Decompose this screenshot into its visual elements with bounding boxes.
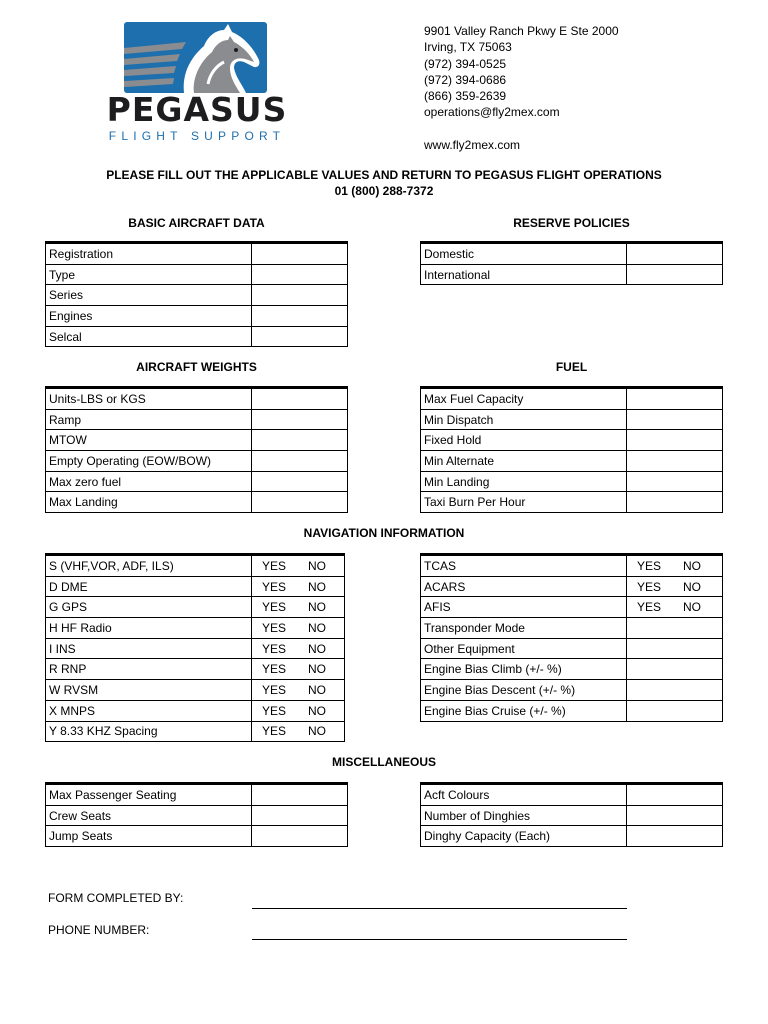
no-option[interactable]: NO <box>308 579 326 594</box>
field-value-input[interactable] <box>252 492 348 513</box>
field-value-input[interactable] <box>252 805 348 826</box>
no-option[interactable]: NO <box>683 600 701 615</box>
yes-no-choice[interactable] <box>252 555 345 577</box>
field-value-input[interactable] <box>627 680 723 701</box>
field-label: Max Passenger Seating <box>46 784 252 806</box>
fuel-table <box>420 386 723 513</box>
field-value-input[interactable] <box>627 451 723 472</box>
field-label: Units-LBS or KGS <box>46 388 252 410</box>
field-label: Y 8.33 KHZ Spacing <box>46 721 252 742</box>
form-row <box>421 659 723 680</box>
field-label: H HF Radio <box>46 618 252 639</box>
form-row <box>46 618 345 639</box>
yes-no-choice[interactable] <box>627 576 723 597</box>
instruction-phone: 01 (800) 288-7372 <box>334 184 434 198</box>
field-label: Jump Seats <box>46 826 252 847</box>
yes-no-choice[interactable] <box>627 555 723 577</box>
field-value-input[interactable] <box>627 409 723 430</box>
field-label: Min Dispatch <box>421 409 627 430</box>
field-label: Engine Bias Cruise (+/- %) <box>421 700 627 721</box>
yes-option[interactable]: YES <box>262 558 287 573</box>
field-value-input[interactable] <box>627 784 723 806</box>
phone-number: (972) 394-0525 <box>424 56 507 71</box>
field-value-input[interactable] <box>252 243 348 265</box>
no-option[interactable]: NO <box>683 579 701 594</box>
phone-number-label: PHONE NUMBER: <box>48 923 150 937</box>
yes-option[interactable]: YES <box>262 600 287 615</box>
form-row <box>421 680 723 701</box>
email-link[interactable]: operations@fly2mex.com <box>424 105 560 120</box>
field-value-input[interactable] <box>627 243 723 265</box>
no-option[interactable]: NO <box>308 620 326 635</box>
phone-number-line[interactable] <box>252 939 627 940</box>
yes-option[interactable]: YES <box>262 662 287 677</box>
yes-no-choice[interactable] <box>252 659 345 680</box>
field-label: Type <box>46 264 252 285</box>
field-value-input[interactable] <box>627 388 723 410</box>
aircraft-weights-table <box>45 386 348 513</box>
field-label: Selcal <box>46 326 252 347</box>
yes-no-choice[interactable] <box>252 680 345 701</box>
field-label: Dinghy Capacity (Each) <box>421 826 627 847</box>
field-label: Empty Operating (EOW/BOW) <box>46 451 252 472</box>
form-row <box>46 597 345 618</box>
form-row <box>421 576 723 597</box>
field-value-input[interactable] <box>627 471 723 492</box>
field-label: Ramp <box>46 409 252 430</box>
phone-number: (972) 394-0686 <box>424 72 507 87</box>
form-row <box>46 430 348 451</box>
field-value-input[interactable] <box>627 659 723 680</box>
no-option[interactable]: NO <box>308 724 326 739</box>
misc-seating-table <box>45 782 348 847</box>
form-row <box>46 680 345 701</box>
form-row <box>421 555 723 577</box>
yes-option[interactable]: YES <box>262 579 287 594</box>
navigation-systems-table <box>420 553 723 722</box>
field-label: Engine Bias Climb (+/- %) <box>421 659 627 680</box>
field-label: R RNP <box>46 659 252 680</box>
form-completed-by-label: FORM COMPLETED BY: <box>48 891 184 905</box>
field-value-input[interactable] <box>627 492 723 513</box>
field-label: Min Landing <box>421 471 627 492</box>
yes-option[interactable]: YES <box>637 558 662 573</box>
form-row <box>46 471 348 492</box>
field-label: Series <box>46 285 252 306</box>
section-title-fuel: FUEL <box>555 360 588 374</box>
form-row <box>46 555 345 577</box>
logo-tagline: FLIGHT SUPPORT <box>108 129 286 143</box>
field-label: Number of Dinghies <box>421 805 627 826</box>
field-value-input[interactable] <box>252 451 348 472</box>
form-row <box>421 784 723 806</box>
field-label: Other Equipment <box>421 638 627 659</box>
logo-wordmark: PEGASUS <box>106 90 288 129</box>
instruction-text: PLEASE FILL OUT THE APPLICABLE VALUES AND RETURN TO PEGASUS FLIGHT OPERATIONS <box>106 168 662 182</box>
no-option[interactable]: NO <box>308 558 326 573</box>
field-label: Taxi Burn Per Hour <box>421 492 627 513</box>
yes-option[interactable]: YES <box>637 600 662 615</box>
yes-no-choice[interactable] <box>252 700 345 721</box>
section-title-basic-aircraft-data: BASIC AIRCRAFT DATA <box>128 216 265 230</box>
form-row <box>421 430 723 451</box>
field-value-input[interactable] <box>627 826 723 847</box>
address-street: 9901 Valley Ranch Pkwy E Ste 2000 <box>424 24 619 38</box>
yes-no-choice[interactable] <box>627 597 723 618</box>
form-row <box>46 721 345 742</box>
form-row <box>46 638 345 659</box>
field-label: X MNPS <box>46 700 252 721</box>
form-row <box>46 826 348 847</box>
form-row <box>46 805 348 826</box>
reserve-policies-table <box>420 241 723 285</box>
form-instruction <box>0 167 768 199</box>
no-option[interactable]: NO <box>308 641 326 656</box>
field-label: Engines <box>46 306 252 327</box>
website-link[interactable]: www.fly2mex.com <box>424 137 521 152</box>
form-row <box>46 243 348 265</box>
form-row <box>421 409 723 430</box>
form-row <box>46 306 348 327</box>
field-label: D DME <box>46 576 252 597</box>
no-option[interactable]: NO <box>308 703 326 718</box>
yes-option[interactable]: YES <box>262 724 287 739</box>
field-label: Domestic <box>421 243 627 265</box>
field-value-input[interactable] <box>627 805 723 826</box>
field-value-input[interactable] <box>252 784 348 806</box>
form-row <box>46 326 348 347</box>
pegasus-logo <box>96 20 298 150</box>
no-option[interactable]: NO <box>683 558 701 573</box>
yes-no-choice[interactable] <box>252 618 345 639</box>
yes-option[interactable]: YES <box>262 703 287 718</box>
field-value-input[interactable] <box>627 430 723 451</box>
section-title-reserve-policies: RESERVE POLICIES <box>513 216 630 230</box>
field-label: MTOW <box>46 430 252 451</box>
field-label: Fixed Hold <box>421 430 627 451</box>
form-row <box>421 700 723 721</box>
yes-option[interactable]: YES <box>262 682 287 697</box>
phone-number: (866) 359-2639 <box>424 89 507 104</box>
field-value-input[interactable] <box>627 700 723 721</box>
field-label: S (VHF,VOR, ADF, ILS) <box>46 555 252 577</box>
field-label: Crew Seats <box>46 805 252 826</box>
field-value-input[interactable] <box>252 306 348 327</box>
form-row <box>46 388 348 410</box>
field-value-input[interactable] <box>252 471 348 492</box>
form-row <box>46 409 348 430</box>
no-option[interactable]: NO <box>308 662 326 677</box>
field-label: Transponder Mode <box>421 618 627 639</box>
form-row <box>421 264 723 285</box>
field-value-input[interactable] <box>627 638 723 659</box>
field-value-input[interactable] <box>627 264 723 285</box>
no-option[interactable]: NO <box>308 682 326 697</box>
field-label: I INS <box>46 638 252 659</box>
horse-head-logo-icon <box>124 22 267 93</box>
form-row <box>46 492 348 513</box>
yes-no-choice[interactable] <box>252 721 345 742</box>
field-label: G GPS <box>46 597 252 618</box>
field-label: Min Alternate <box>421 451 627 472</box>
section-title-navigation-information: NAVIGATION INFORMATION <box>303 526 465 540</box>
form-row <box>421 638 723 659</box>
form-row <box>421 451 723 472</box>
address-city: Irving, TX 75063 <box>424 40 512 55</box>
basic-aircraft-data-table <box>45 241 348 347</box>
form-row <box>46 700 345 721</box>
field-label: Max Landing <box>46 492 252 513</box>
field-value-input[interactable] <box>252 285 348 306</box>
form-row <box>46 659 345 680</box>
field-label: Max Fuel Capacity <box>421 388 627 410</box>
form-completed-by-line[interactable] <box>252 908 627 909</box>
field-value-input[interactable] <box>252 826 348 847</box>
yes-no-choice[interactable] <box>252 597 345 618</box>
field-value-input[interactable] <box>252 430 348 451</box>
field-value-input[interactable] <box>252 409 348 430</box>
section-title-aircraft-weights: AIRCRAFT WEIGHTS <box>136 360 257 374</box>
no-option[interactable]: NO <box>308 600 326 615</box>
navigation-equipment-table <box>45 553 345 742</box>
field-value-input[interactable] <box>252 388 348 410</box>
field-label: AFIS <box>421 597 627 618</box>
field-label: Acft Colours <box>421 784 627 806</box>
form-row <box>421 388 723 410</box>
yes-option[interactable]: YES <box>637 579 662 594</box>
form-row <box>421 471 723 492</box>
form-row <box>421 243 723 265</box>
misc-dinghy-table <box>420 782 723 847</box>
field-value-input[interactable] <box>627 618 723 639</box>
form-row <box>46 285 348 306</box>
field-value-input[interactable] <box>252 326 348 347</box>
field-label: TCAS <box>421 555 627 577</box>
form-row <box>46 451 348 472</box>
field-value-input[interactable] <box>252 264 348 285</box>
form-row <box>421 826 723 847</box>
yes-no-choice[interactable] <box>252 638 345 659</box>
form-row <box>421 618 723 639</box>
yes-option[interactable]: YES <box>262 620 287 635</box>
form-row <box>421 597 723 618</box>
yes-option[interactable]: YES <box>262 641 287 656</box>
field-label: Engine Bias Descent (+/- %) <box>421 680 627 701</box>
section-title-miscellaneous: MISCELLANEOUS <box>331 755 436 769</box>
field-label: W RVSM <box>46 680 252 701</box>
address-block <box>424 23 619 153</box>
yes-no-choice[interactable] <box>252 576 345 597</box>
form-row <box>46 264 348 285</box>
form-row <box>46 784 348 806</box>
field-label: Registration <box>46 243 252 265</box>
field-label: Max zero fuel <box>46 471 252 492</box>
field-label: ACARS <box>421 576 627 597</box>
form-row <box>421 492 723 513</box>
field-label: International <box>421 264 627 285</box>
form-row <box>46 576 345 597</box>
form-row <box>421 805 723 826</box>
